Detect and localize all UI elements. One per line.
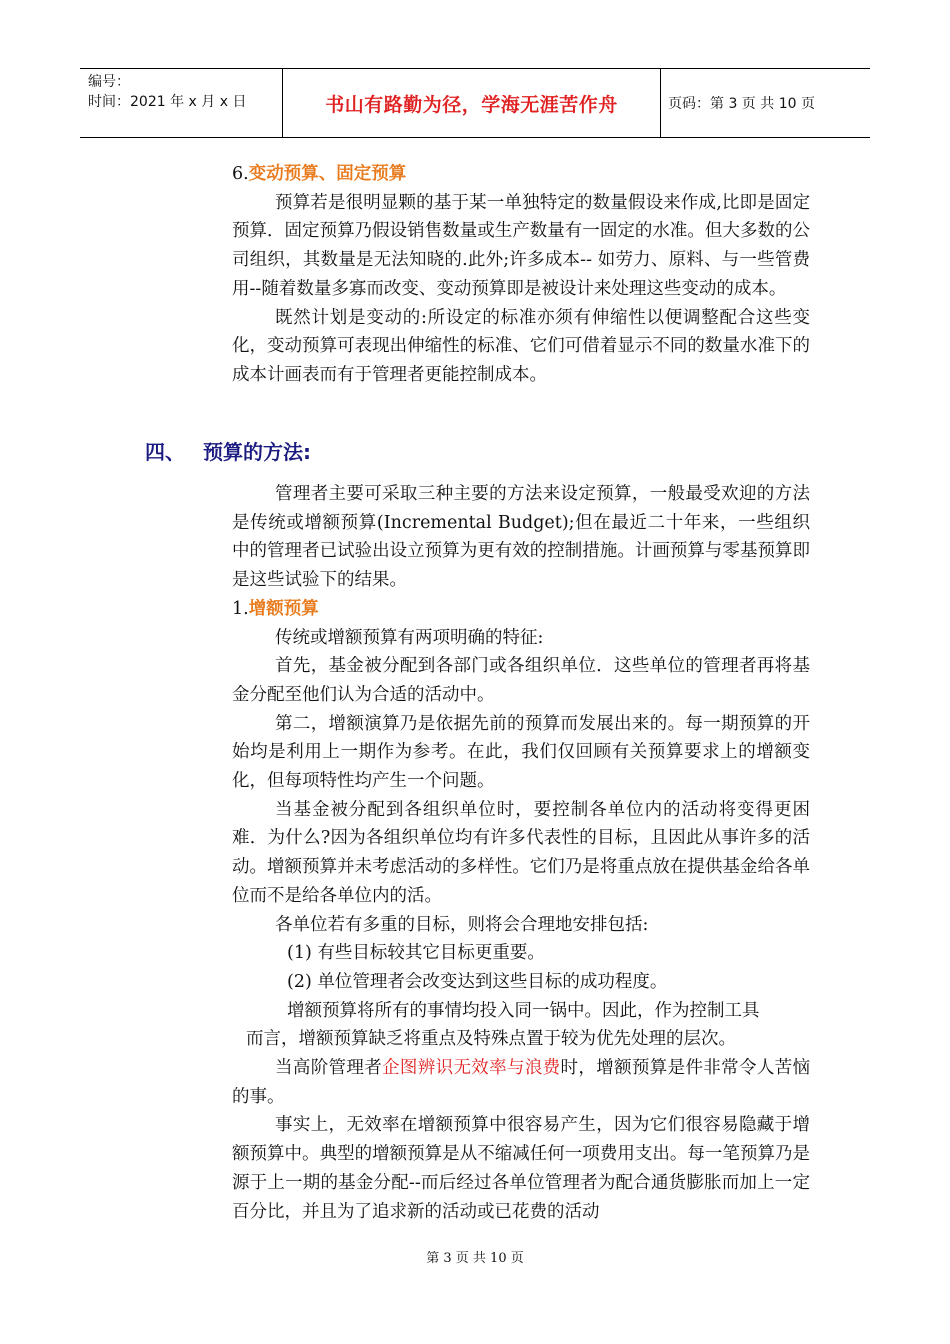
paragraph-line: 增额预算将所有的事情均投入同一锅中。因此，作为控制工具 <box>287 1000 760 1021</box>
text-run: 当高阶管理者 <box>275 1058 383 1079</box>
section-4-body <box>232 480 810 1226</box>
subsection-1-title: 增额预算 <box>248 598 319 619</box>
page-footer: 第 3 页 共 10 页 <box>426 1251 524 1266</box>
subsection-6-title: 变动预算、固定预算 <box>248 164 407 184</box>
paragraph: 既然计划是变动的:所设定的标准亦须有伸缩性以便调整配合这些变化，变动预算可表现出伸缩性的标准、它们可借着显示不同的数量水准下的成本计画表而有于管理者更能控制成本。 <box>232 307 810 385</box>
section-4-heading <box>145 436 745 465</box>
header-meta-cell <box>80 69 283 137</box>
paragraph: 管理者主要可采取三种主要的方法来设定预算，一般最受欢迎的方法是传统或增额预算(Incremental Budget);但在最近二十年来，一些组织中的管理者已试验出设立预算为更有效的控制措施。计画预算与零基预算即是这些试验下的结果。 <box>232 484 810 591</box>
list-item: (1) 有些目标较其它目标更重要。 <box>287 943 545 964</box>
subsection-1-number: 1. <box>232 598 249 619</box>
doc-date-label: 时间：2021 年 x 月 x 日 <box>88 94 247 110</box>
subsection-6-heading <box>232 160 810 189</box>
subsection-6-number: 6. <box>232 164 249 184</box>
section-4-title: 预算的方法: <box>203 440 311 464</box>
text-run: 时，增额预算是件非常令人苦恼的事。 <box>232 1058 811 1107</box>
paragraph: 传统或增额预算有两项明确的特征: <box>275 627 544 648</box>
paragraph <box>232 1054 810 1111</box>
paragraph: 首先，基金被分配到各部门或各组织单位．这些单位的管理者再将基金分配至他们认为合适的活动中。 <box>232 656 810 705</box>
subsection-1-heading <box>232 595 810 624</box>
page-body <box>232 160 810 390</box>
paragraph: 当基金被分配到各组织单位时，要控制各单位内的活动将变得更困难．为什么?因为各组织单位均有许多代表性的目标，且因此从事许多的活动。增额预算并未考虑活动的多样性。它们乃是将重点放在提供基金给各单位而不是给各单位内的活。 <box>232 799 810 906</box>
paragraph: 预算若是很明显颗的基于某一单独特定的数量假设来作成,比即是固定预算．固定预算乃假设销售数量或生产数量有一固定的水准。但大多数的公司组织，其数量是无法知晓的.此外;许多成本-- 如劳力、原料、与一些管费用--随着数量多寡而改变、变动预算即是被设计来处理这些变动的成本。 <box>232 192 810 299</box>
paragraph: 各单位若有多重的目标，则将会合理地安排包括: <box>275 914 649 935</box>
paragraph: 第二，增额演算乃是依据先前的预算而发展出来的。每一期预算的开始均是利用上一期作为参考。在此，我们仅回顾有关预算要求上的增额变化，但每项特性均产生一个问题。 <box>232 713 810 792</box>
section-4-number: 四、 <box>145 440 185 464</box>
paragraph-line: 而言，增额预算缺乏将重点及特殊点置于较为优先处理的层次。 <box>246 1029 736 1050</box>
header-table <box>80 68 870 138</box>
doc-code-label: 编号： <box>88 74 130 90</box>
paragraph: 事实上，无效率在增额预算中很容易产生，因为它们很容易隐藏于增额预算中。典型的增额预算是从不缩减任何一项费用支出。每一笔预算乃是源于上一期的基金分配--而后经过各单位管理者为配合通货膨胀而加上一定百分比，并且为了追求新的活动或已花费的活动 <box>232 1115 810 1222</box>
header-page-info: 页码：第 3 页 共 10 页 <box>668 96 815 112</box>
list-item: (2) 单位管理者会改变达到这些目标的成功程度。 <box>287 971 668 992</box>
highlighted-text: 企图辨识无效率与浪费 <box>382 1058 561 1079</box>
header-motto: 书山有路勤为径，学海无涯苦作舟 <box>283 69 661 137</box>
